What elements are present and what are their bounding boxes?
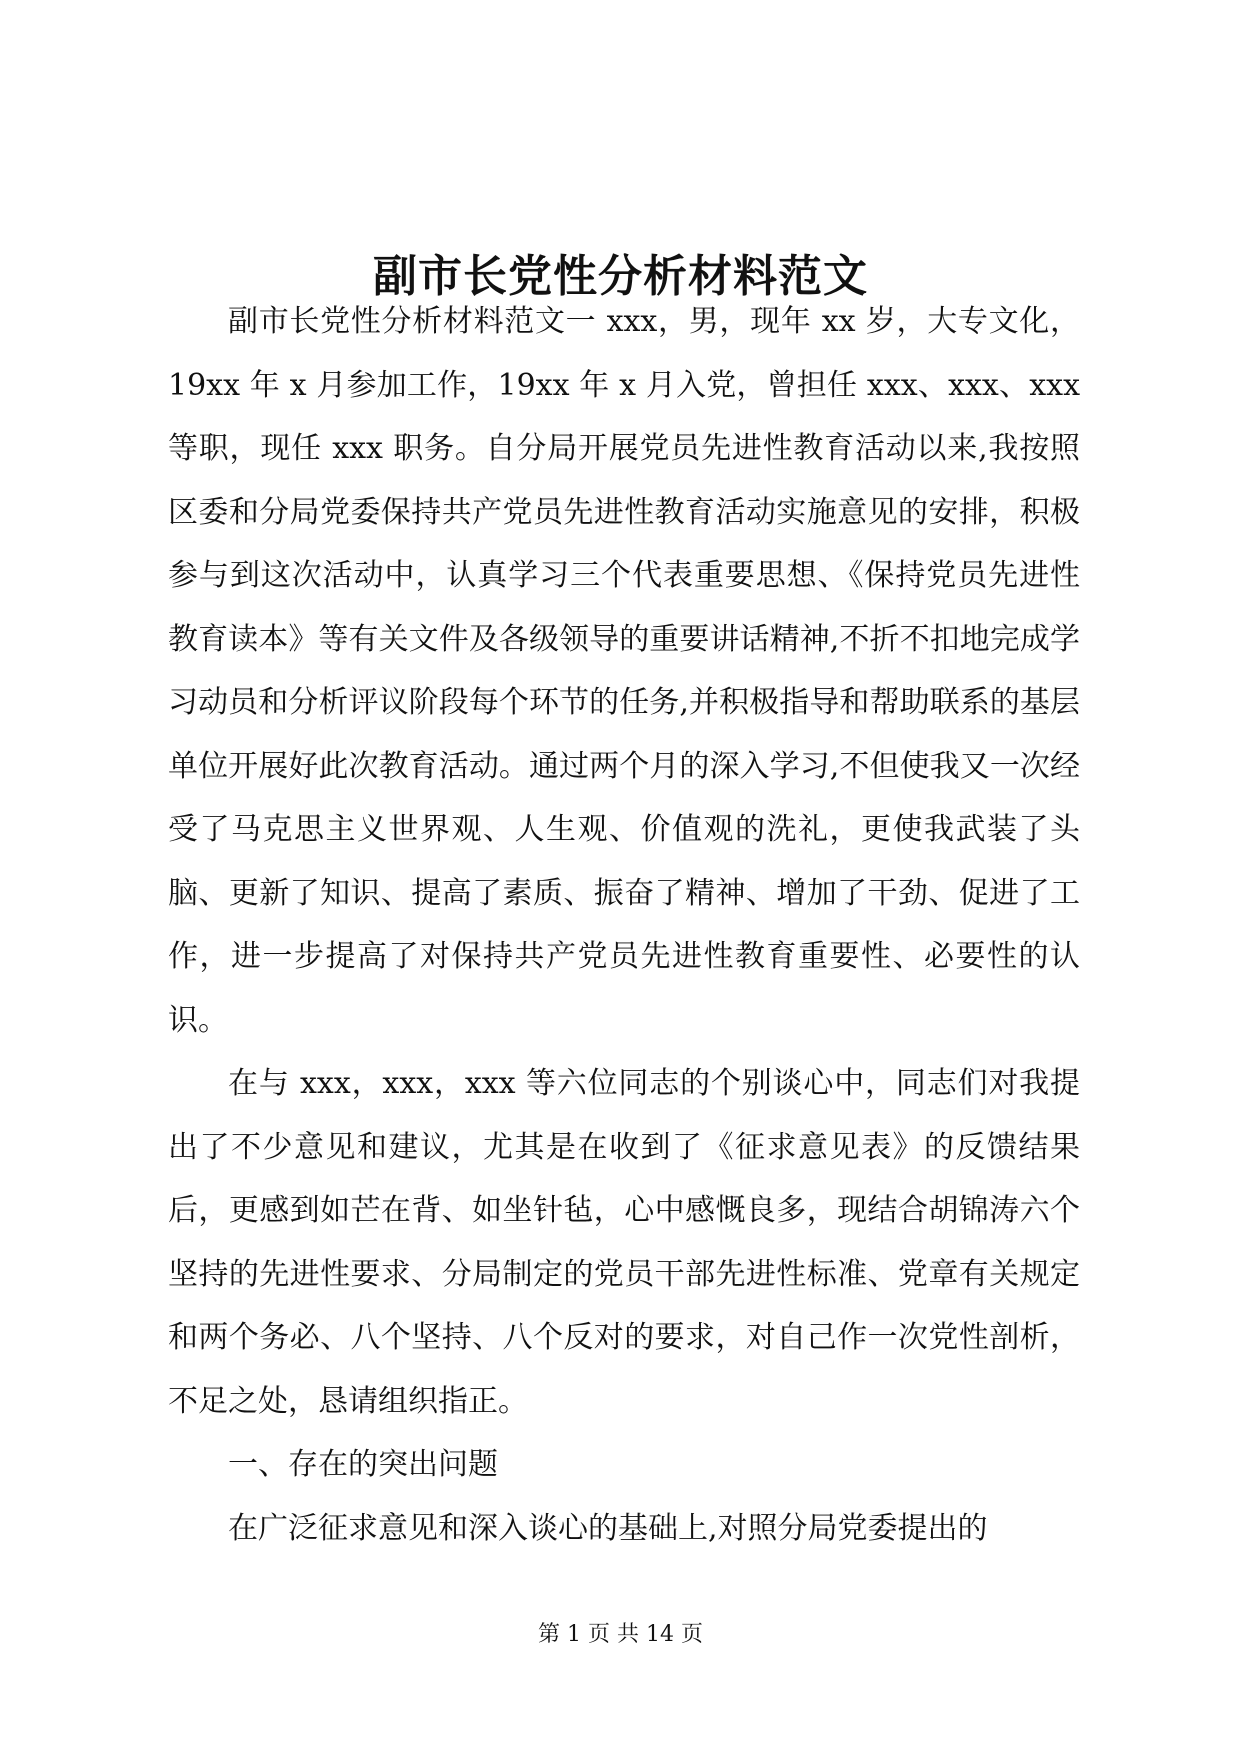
paragraph: 在广泛征求意见和深入谈心的基础上,对照分局党委提出的 [228,1510,988,1546]
paragraph: 在与 xxx，xxx，xxx 等六位同志的个别谈心中，同志们对我提出了不少意见和建议，尤其是在收到了《征求意见表》的反馈结果后，更感到如芒在背、如坐针毡，心中感慨良多，现结合胡锦涛六个坚持的先进性要求、分局制定的党员干部先进性标准、党章有关规定和两个务必、八个坚持、八个反对的要求，对自己作一次党性剖析，不足之处，恳请组织指正。 [168,1066,1080,1419]
page-footer: 第 1 页 共 14 页 [538,1622,703,1647]
section-heading: 一、存在的突出问题 [228,1447,498,1482]
document-body [168,290,1080,1560]
document-title: 副市长党性分析材料范文 [373,251,868,303]
paragraph: 副市长党性分析材料范文一 xxx，男，现年 xx 岁，大专文化，19xx 年 x 月参加工作，19xx 年 x 月入党，曾担任 xxx、xxx、xxx 等职，现任 xxx 职务。自分局开展党员先进性教育活动以来,我按照区委和分局党委保持共产党员先进性教育活动实施意见的安排，积极参与到这次活动中，认真学习三个代表重要思想、《保持党员先进性教育读本》等有关文件及各级领导的重要讲话精神,不折不扣地完成学习动员和分析评议阶段每个环节的任务,并积极指导和帮助联系的基层单位开展好此次教育活动。通过两个月的深入学习,不但使我又一次经受了马克思主义世界观、人生观、价值观的洗礼，更使我武装了头脑、更新了知识、提高了素质、振奋了精神、增加了干劲、促进了工作，进一步提高了对保持共产党员先进性教育重要性、必要性的认识。 [168,304,1080,1038]
